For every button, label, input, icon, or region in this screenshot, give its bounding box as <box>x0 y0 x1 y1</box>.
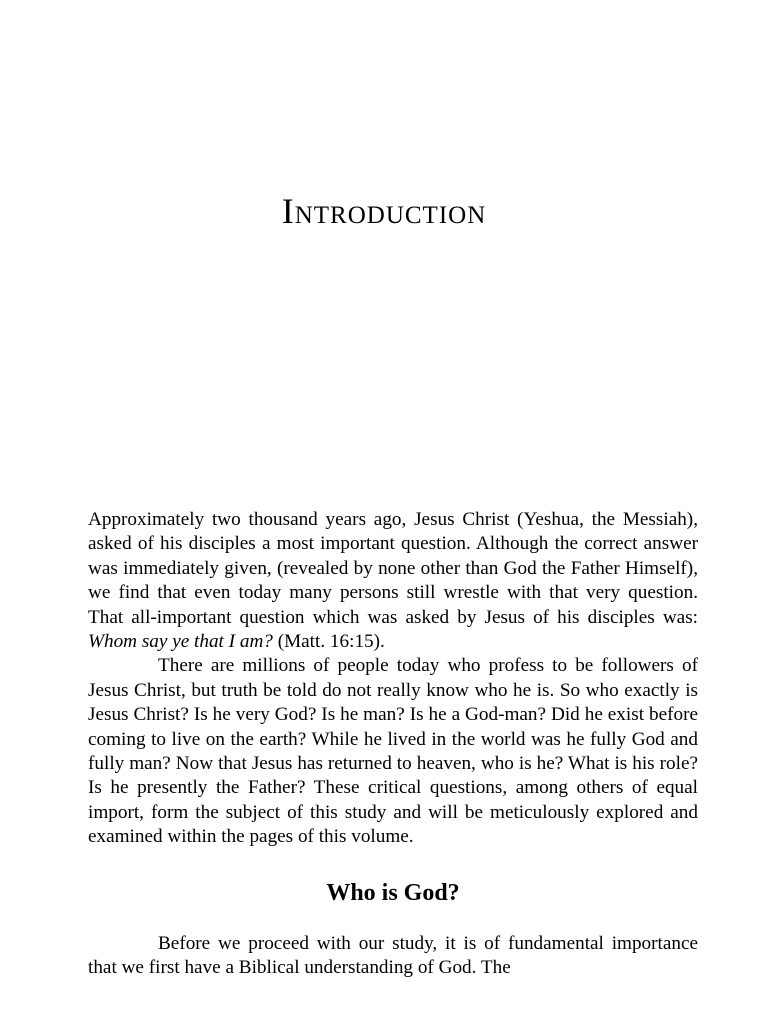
chapter-title: Introduction <box>281 191 487 231</box>
section-heading: Who is God? <box>326 879 460 906</box>
scripture-reference: (Matt. 16:15). <box>272 631 385 653</box>
paragraph-who-is-god: Before we proceed with our study, it is of fundamental importance that we first have a Biblical understanding of God. The <box>88 932 698 979</box>
paragraph-questions: There are millions of people today who profess to be followers of Jesus Christ, but truth be told do not really know who he is. So who exactly is Jesus Christ? Is he very God? Is he man? Is he a God-man? Did he exist before coming to live on the earth? While he lived in the world was he fully God and fully man? Now that Jesus has returned to heaven, who is he? What is his role? Is he presently the Father? These critical questions, among others of equal import, form the subject of this study and will be meticulously explored and examined within the pages of this volume. <box>88 655 698 848</box>
body-text <box>88 508 698 981</box>
paragraph-intro-text: Approximately two thousand years ago, Jesus Christ (Yeshua, the Messiah), asked of his disciples a most important question. Although the correct answer was immediately given, (revealed by none other than God the Father Himself), we find that even today many persons still wrestle with that very question. That all-important question which was asked by Jesus of his disciples was: <box>88 509 698 628</box>
paragraph-intro <box>88 508 698 654</box>
scripture-quote: Whom say ye that I am? <box>88 631 273 653</box>
